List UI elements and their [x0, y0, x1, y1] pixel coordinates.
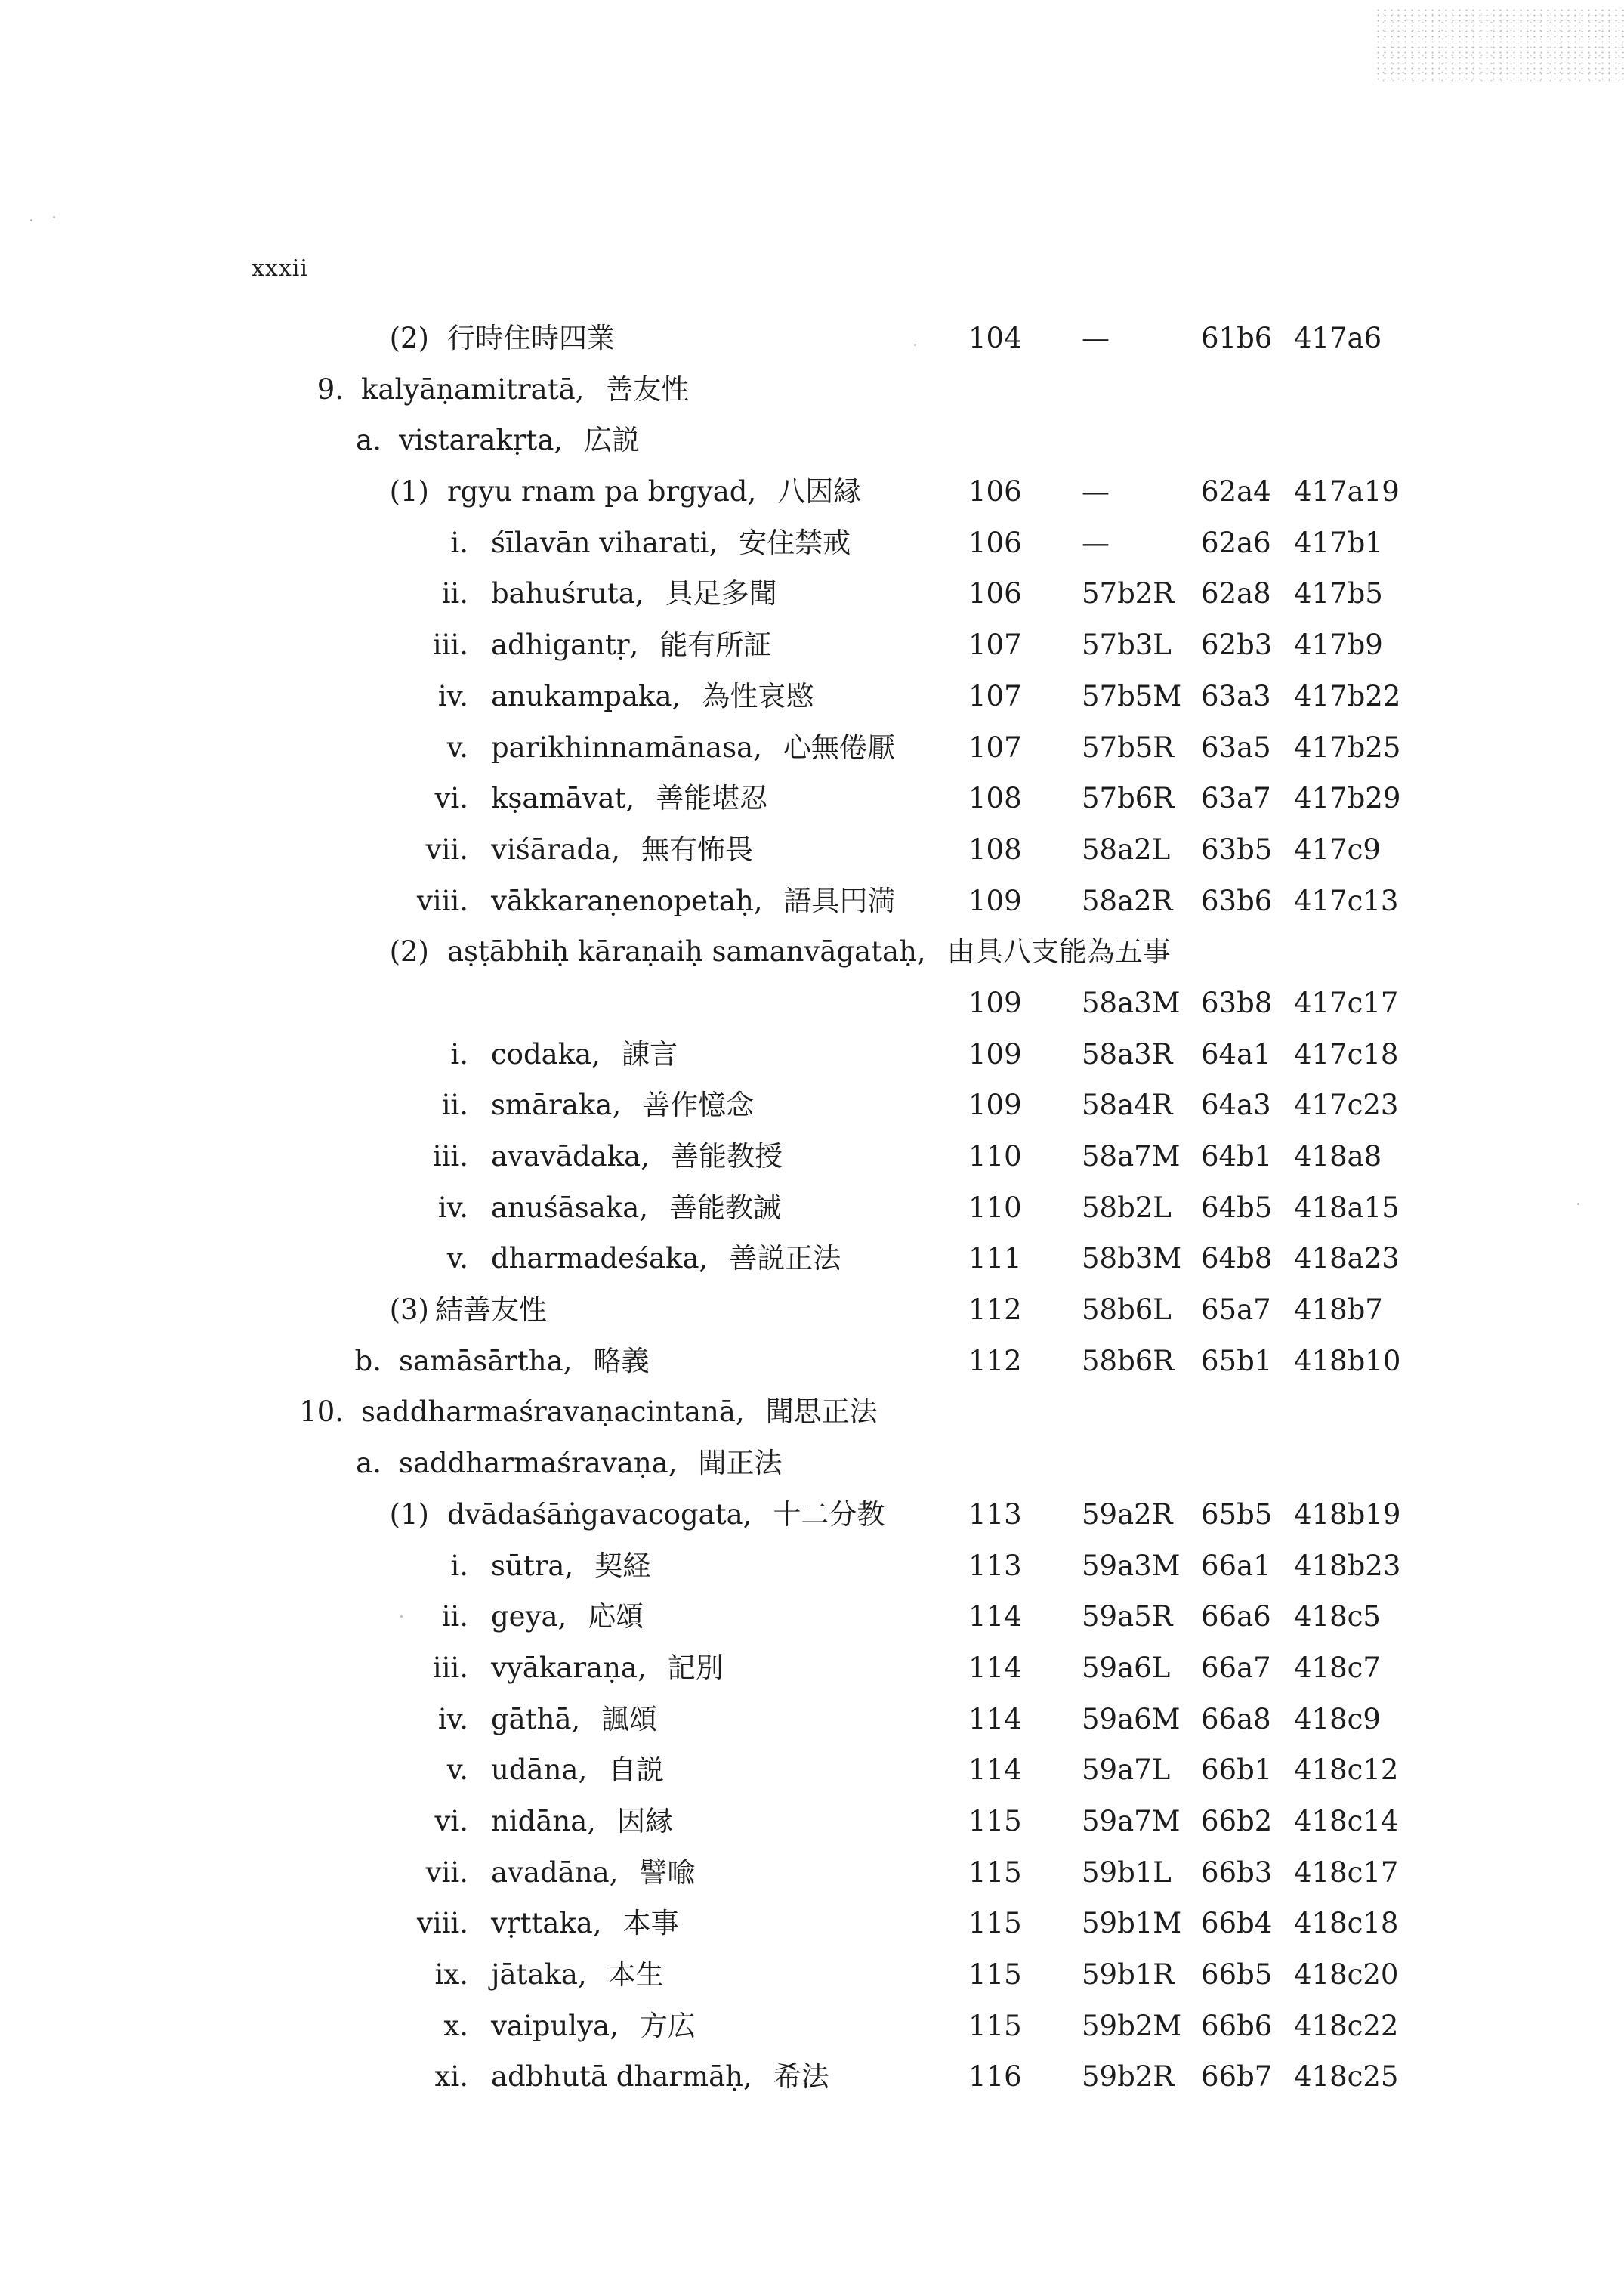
sanskrit-ref: 66b5	[1201, 1958, 1273, 1991]
taisho-ref: 418c18	[1294, 1907, 1399, 1940]
tibetan-ref: 58a3M	[1082, 986, 1181, 1019]
tibetan-ref: 59a5R	[1082, 1600, 1173, 1633]
taisho-ref: 418c20	[1294, 1958, 1399, 1991]
sanskrit-ref: 65a7	[1201, 1293, 1271, 1327]
sanskrit-ref: 63b8	[1201, 986, 1273, 1019]
sanskrit-ref: 66b3	[1201, 1856, 1273, 1889]
entry-number: vi.	[434, 782, 468, 815]
entry-label	[491, 626, 771, 664]
entry-term: saddharmaśravaṇa,	[399, 1447, 678, 1480]
toc-entry	[0, 882, 1624, 934]
sanskrit-ref: 63a3	[1201, 679, 1271, 712]
taisho-ref: 417c18	[1294, 1037, 1399, 1071]
entry-number: i.	[450, 1037, 468, 1071]
entry-label	[491, 575, 777, 613]
entry-chinese-term: 聞思正法	[765, 1395, 878, 1429]
scan-dot	[30, 219, 32, 221]
sanskrit-ref: 66b6	[1201, 2009, 1273, 2042]
tibetan-ref: 58a2R	[1082, 884, 1173, 917]
page-ref: 114	[968, 1702, 1022, 1735]
entry-term: kalyāṇamitratā,	[361, 372, 585, 406]
tibetan-ref: 57b2R	[1082, 577, 1175, 610]
page-ref: 110	[968, 1191, 1022, 1224]
sanskrit-ref: 63b5	[1201, 833, 1273, 866]
page-number: xxxii	[252, 255, 308, 282]
entry-label	[435, 1291, 547, 1329]
entry-number: (3)	[389, 1293, 429, 1327]
page-ref: 106	[968, 475, 1022, 508]
entry-number: viii.	[416, 884, 468, 917]
page-ref: 106	[968, 577, 1022, 610]
page-ref: 115	[968, 2009, 1022, 2042]
toc-entry	[0, 984, 1624, 1036]
sanskrit-ref: 64a1	[1201, 1037, 1271, 1071]
entry-number: vi.	[434, 1804, 468, 1837]
page-ref: 109	[968, 986, 1022, 1019]
entry-term: vaipulya,	[491, 2009, 619, 2042]
sanskrit-ref: 66a7	[1201, 1651, 1271, 1684]
entry-chinese-term: 具足多聞	[665, 577, 777, 610]
entry-term: vṛttaka,	[491, 1907, 602, 1940]
entry-label	[491, 2007, 696, 2045]
entry-number: ii.	[441, 1600, 468, 1633]
tibetan-ref: 59b1R	[1082, 1958, 1175, 1991]
entry-term: smāraka,	[491, 1089, 622, 1122]
tibetan-ref: 58a2L	[1082, 833, 1171, 866]
sanskrit-ref: 66b1	[1201, 1754, 1273, 1787]
entry-term: adbhutā dharmāḥ,	[491, 2060, 752, 2094]
entry-chinese-term: 記別	[667, 1651, 724, 1684]
page-ref: 109	[968, 884, 1022, 917]
entry-chinese-term: 善能教授	[670, 1140, 783, 1173]
entry-term: sūtra,	[491, 1549, 574, 1582]
sanskrit-ref: 66b7	[1201, 2060, 1273, 2094]
entry-term: vyākaraṇa,	[491, 1651, 647, 1684]
entry-term: rgyu rnam pa brgyad,	[447, 475, 757, 508]
entry-chinese-term: 応頌	[588, 1600, 644, 1633]
page-ref: 108	[968, 833, 1022, 866]
scan-noise	[1375, 8, 1624, 83]
sanskrit-ref: 63a5	[1201, 731, 1271, 764]
entry-chinese-term: 譬喩	[639, 1856, 696, 1889]
taisho-ref: 418c7	[1294, 1651, 1381, 1684]
taisho-ref: 417b9	[1294, 629, 1383, 662]
page-ref: 107	[968, 731, 1022, 764]
entry-label	[399, 1343, 649, 1380]
taisho-ref: 418b19	[1294, 1497, 1401, 1531]
entry-chinese-term: 能有所証	[659, 629, 772, 662]
entry-chinese-term: 心無倦厭	[783, 731, 895, 764]
taisho-ref: 418c12	[1294, 1754, 1399, 1787]
entry-chinese-term: 聞正法	[698, 1447, 783, 1480]
page-ref: 114	[968, 1754, 1022, 1787]
entry-term: saddharmaśravaṇacintanā,	[361, 1395, 745, 1429]
entry-number: iv.	[437, 1702, 468, 1735]
taisho-ref: 417c17	[1294, 986, 1399, 1019]
tibetan-ref: —	[1082, 475, 1110, 508]
tibetan-ref: 58b2L	[1082, 1191, 1172, 1224]
entry-label	[491, 780, 767, 817]
taisho-ref: 417b29	[1294, 782, 1401, 815]
sanskrit-ref: 62a4	[1201, 475, 1271, 508]
entry-label	[491, 1036, 678, 1074]
entry-term: udāna,	[491, 1754, 588, 1787]
entry-term: codaka,	[491, 1037, 601, 1071]
entry-label	[399, 422, 640, 459]
toc-entry	[0, 831, 1624, 882]
page-ref: 112	[968, 1293, 1022, 1327]
entry-number: (1)	[389, 475, 429, 508]
entry-term: aṣṭābhiḥ kāraṇaiḥ samanvāgataḥ,	[447, 935, 926, 969]
toc-entry	[0, 2058, 1624, 2109]
sanskrit-ref: 66a1	[1201, 1549, 1271, 1582]
sanskrit-ref: 66a6	[1201, 1600, 1271, 1633]
page-ref: 113	[968, 1497, 1022, 1531]
table-of-contents	[0, 320, 1624, 2109]
entry-number: b.	[354, 1344, 381, 1377]
entry-number: ix.	[434, 1958, 468, 1991]
entry-term: jātaka,	[491, 1958, 587, 1991]
entry-chinese-term: 希法	[773, 2060, 829, 2094]
entry-number: (2)	[389, 935, 429, 969]
toc-entry	[0, 1086, 1624, 1138]
toc-entry	[0, 729, 1624, 780]
page-ref: 104	[968, 322, 1022, 354]
page-ref: 108	[968, 782, 1022, 815]
entry-chinese-term: 善能教誡	[669, 1191, 782, 1224]
entry-chinese-term: 略義	[593, 1344, 650, 1377]
entry-chinese-term: 為性哀愍	[702, 679, 814, 712]
tibetan-ref: 57b6R	[1082, 782, 1175, 815]
sanskrit-ref: 64b5	[1201, 1191, 1273, 1224]
page-ref: 110	[968, 1140, 1022, 1173]
toc-entry	[0, 678, 1624, 729]
tibetan-ref: —	[1082, 526, 1110, 559]
entry-number: viii.	[416, 1907, 468, 1940]
tibetan-ref: 57b5M	[1082, 679, 1182, 712]
page-ref: 115	[968, 1958, 1022, 1991]
entry-label	[491, 1854, 695, 1892]
toc-entry	[0, 1649, 1624, 1701]
taisho-ref: 418b7	[1294, 1293, 1383, 1327]
toc-entry	[0, 933, 1624, 984]
toc-entry	[0, 575, 1624, 626]
toc-entry	[0, 1496, 1624, 1547]
entry-chinese-term: 語具円満	[783, 884, 896, 917]
entry-number: iii.	[432, 1140, 468, 1173]
taisho-ref: 417c13	[1294, 884, 1399, 917]
entry-chinese-term: 八因縁	[777, 475, 862, 508]
entry-number: (1)	[389, 1497, 429, 1531]
page-ref: 116	[968, 2060, 1022, 2094]
entry-term: parikhinnamānasa,	[491, 731, 762, 764]
entry-chinese-term: 善能堪忍	[656, 782, 768, 815]
entry-term: adhigantṛ,	[491, 629, 639, 662]
entry-term: bahuśruta,	[491, 577, 644, 610]
sanskrit-ref: 66a8	[1201, 1702, 1271, 1735]
tibetan-ref: —	[1082, 322, 1110, 354]
page-ref: 109	[968, 1037, 1022, 1071]
taisho-ref: 418c25	[1294, 2060, 1399, 2094]
entry-term: 結善友性	[435, 1293, 547, 1327]
taisho-ref: 417b5	[1294, 577, 1383, 610]
tibetan-ref: 58a3R	[1082, 1037, 1173, 1071]
page-ref: 115	[968, 1907, 1022, 1940]
entry-label	[491, 1956, 664, 1994]
tibetan-ref: 59a6M	[1082, 1702, 1181, 1735]
entry-number: iii.	[432, 1651, 468, 1684]
entry-number: i.	[450, 526, 468, 559]
entry-chinese-term: 因縁	[617, 1804, 674, 1837]
tibetan-ref: 59b1L	[1082, 1856, 1172, 1889]
sanskrit-ref: 66b2	[1201, 1804, 1273, 1837]
entry-number: i.	[450, 1549, 468, 1582]
taisho-ref: 417b1	[1294, 526, 1383, 559]
toc-entry	[0, 320, 1624, 371]
entry-number: vii.	[425, 833, 468, 866]
entry-number: v.	[446, 731, 468, 764]
tibetan-ref: 59a7L	[1082, 1754, 1171, 1787]
entry-chinese-term: 善作憶念	[642, 1089, 755, 1122]
entry-term: dvādaśāṅgavacogata,	[447, 1497, 752, 1531]
entry-chinese-term: 安住禁戒	[739, 526, 851, 559]
taisho-ref: 418b23	[1294, 1549, 1401, 1582]
taisho-ref: 418a8	[1294, 1140, 1382, 1173]
sanskrit-ref: 62a6	[1201, 526, 1271, 559]
sanskrit-ref: 61b6	[1201, 322, 1273, 354]
entry-number: ii.	[441, 1089, 468, 1122]
toc-entry	[0, 1547, 1624, 1599]
taisho-ref: 418c17	[1294, 1856, 1399, 1889]
tibetan-ref: 59a2R	[1082, 1497, 1173, 1531]
entry-chinese-term: 由具八支能為五事	[946, 935, 1171, 969]
entry-chinese-term: 善友性	[605, 372, 690, 406]
entry-term: geya,	[491, 1600, 567, 1633]
page-ref: 115	[968, 1804, 1022, 1837]
entry-number: x.	[443, 2009, 468, 2042]
toc-entry	[0, 1291, 1624, 1343]
entry-number: ii.	[441, 577, 468, 610]
taisho-ref: 418c22	[1294, 2009, 1399, 2042]
entry-number: (2)	[389, 322, 429, 354]
tibetan-ref: 59b1M	[1082, 1907, 1182, 1940]
entry-label	[491, 1138, 783, 1176]
tibetan-ref: 59a6L	[1082, 1651, 1171, 1684]
sanskrit-ref: 64a3	[1201, 1089, 1271, 1122]
tibetan-ref: 58a7M	[1082, 1140, 1181, 1173]
toc-entry	[0, 524, 1624, 576]
page-ref: 113	[968, 1549, 1022, 1582]
page-ref: 109	[968, 1089, 1022, 1122]
tibetan-ref: 58b6R	[1082, 1344, 1175, 1377]
entry-term: śīlavān viharati,	[491, 526, 718, 559]
entry-label	[399, 1445, 782, 1482]
tibetan-ref: 59a3M	[1082, 1549, 1181, 1582]
entry-number: v.	[446, 1242, 468, 1275]
scan-dot	[53, 216, 55, 218]
page-ref: 112	[968, 1344, 1022, 1377]
entry-label	[491, 1803, 673, 1840]
entry-chinese-term: 広説	[584, 424, 641, 457]
tibetan-ref: 59b2M	[1082, 2009, 1182, 2042]
entry-label	[491, 1086, 754, 1124]
entry-label	[491, 882, 896, 920]
entry-chinese-term: 本生	[607, 1958, 664, 1991]
taisho-ref: 417b25	[1294, 731, 1401, 764]
tibetan-ref: 57b5R	[1082, 731, 1175, 764]
entry-chinese-term: 十二分教	[773, 1497, 885, 1531]
taisho-ref: 418c14	[1294, 1804, 1399, 1837]
entry-chinese-term: 契経	[594, 1549, 651, 1582]
entry-number: vii.	[425, 1856, 468, 1889]
tibetan-ref: 58b6L	[1082, 1293, 1172, 1327]
entry-label	[447, 320, 615, 357]
page-ref: 107	[968, 629, 1022, 662]
entry-label	[361, 1393, 878, 1431]
entry-label	[361, 371, 689, 409]
taisho-ref: 418a23	[1294, 1242, 1400, 1275]
sanskrit-ref: 63a7	[1201, 782, 1271, 815]
entry-label	[491, 1701, 657, 1738]
toc-entry	[0, 1598, 1624, 1649]
entry-number: v.	[446, 1754, 468, 1787]
entry-label	[447, 933, 1171, 971]
taisho-ref: 417a6	[1294, 322, 1382, 354]
entry-label	[491, 1649, 724, 1687]
entry-term: anuśāsaka,	[491, 1191, 649, 1224]
entry-term: nidāna,	[491, 1804, 597, 1837]
entry-term: 行時住時四業	[447, 322, 615, 354]
toc-entry	[0, 1803, 1624, 1854]
entry-term: kṣamāvat,	[491, 782, 635, 815]
toc-entry	[0, 1343, 1624, 1394]
toc-entry	[0, 2007, 1624, 2059]
toc-entry	[0, 1956, 1624, 2007]
entry-label	[491, 2058, 829, 2096]
page-ref: 114	[968, 1651, 1022, 1684]
entry-number: iv.	[437, 679, 468, 712]
entry-label	[447, 1496, 885, 1534]
entry-term: avadāna,	[491, 1856, 619, 1889]
toc-entry	[0, 1036, 1624, 1087]
entry-term: dharmadeśaka,	[491, 1242, 709, 1275]
sanskrit-ref: 64b1	[1201, 1140, 1273, 1173]
entry-number: 10.	[299, 1395, 344, 1429]
taisho-ref: 417b22	[1294, 679, 1401, 712]
sanskrit-ref: 65b1	[1201, 1344, 1273, 1377]
entry-number: xi.	[434, 2060, 468, 2094]
taisho-ref: 417a19	[1294, 475, 1400, 508]
sanskrit-ref: 66b4	[1201, 1907, 1273, 1940]
page-ref: 115	[968, 1856, 1022, 1889]
taisho-ref: 417c9	[1294, 833, 1381, 866]
sanskrit-ref: 63b6	[1201, 884, 1273, 917]
entry-chinese-term: 自説	[608, 1754, 665, 1787]
sanskrit-ref: 62a8	[1201, 577, 1271, 610]
entry-label	[491, 1905, 679, 1942]
entry-term: avavādaka,	[491, 1140, 650, 1173]
toc-entry	[0, 1701, 1624, 1752]
taisho-ref: 418b10	[1294, 1344, 1401, 1377]
entry-label	[491, 729, 895, 767]
entry-label	[491, 524, 851, 562]
toc-entry	[0, 1240, 1624, 1291]
entry-number: iv.	[437, 1191, 468, 1224]
sanskrit-ref: 65b5	[1201, 1497, 1273, 1531]
entry-term: viśārada,	[491, 833, 621, 866]
sanskrit-ref: 64b8	[1201, 1242, 1273, 1275]
page-ref: 114	[968, 1600, 1022, 1633]
entry-term: vistarakṛta,	[399, 424, 563, 457]
entry-number: a.	[356, 424, 381, 457]
toc-entry	[0, 1393, 1624, 1445]
entry-label	[491, 1598, 644, 1636]
taisho-ref: 418c9	[1294, 1702, 1381, 1735]
sanskrit-ref: 62b3	[1201, 629, 1273, 662]
tibetan-ref: 57b3L	[1082, 629, 1172, 662]
tibetan-ref: 59b2R	[1082, 2060, 1175, 2094]
toc-entry	[0, 626, 1624, 678]
entry-label	[491, 831, 753, 869]
entry-term: anukampaka,	[491, 679, 681, 712]
entry-label	[491, 1547, 650, 1585]
toc-entry	[0, 1905, 1624, 1956]
entry-number: a.	[356, 1447, 381, 1480]
entry-label	[491, 678, 814, 715]
taisho-ref: 418c5	[1294, 1600, 1381, 1633]
entry-label	[491, 1189, 781, 1227]
entry-term: samāsārtha,	[399, 1344, 573, 1377]
entry-chinese-term: 本事	[622, 1907, 679, 1940]
entry-term: gāthā,	[491, 1702, 581, 1735]
tibetan-ref: 58b3M	[1082, 1242, 1182, 1275]
page-ref: 111	[968, 1242, 1022, 1275]
taisho-ref: 417c23	[1294, 1089, 1399, 1122]
taisho-ref: 418a15	[1294, 1191, 1400, 1224]
toc-entry	[0, 422, 1624, 473]
entry-label	[491, 1240, 841, 1278]
toc-entry	[0, 473, 1624, 524]
entry-term: vākkaraṇenopetaḥ,	[491, 884, 763, 917]
toc-entry	[0, 1854, 1624, 1905]
tibetan-ref: 59a7M	[1082, 1804, 1181, 1837]
toc-entry	[0, 1138, 1624, 1189]
page-ref: 106	[968, 526, 1022, 559]
entry-label	[447, 473, 861, 511]
entry-label	[491, 1751, 664, 1789]
entry-number: iii.	[432, 629, 468, 662]
toc-entry	[0, 780, 1624, 831]
toc-entry	[0, 1445, 1624, 1496]
entry-chinese-term: 諌言	[621, 1037, 678, 1071]
entry-chinese-term: 無有怖畏	[641, 833, 754, 866]
toc-entry	[0, 1751, 1624, 1803]
entry-chinese-term: 善説正法	[729, 1242, 841, 1275]
entry-chinese-term: 諷頌	[601, 1702, 658, 1735]
entry-number: 9.	[316, 372, 344, 406]
toc-entry	[0, 1189, 1624, 1241]
toc-entry	[0, 371, 1624, 422]
tibetan-ref: 58a4R	[1082, 1089, 1173, 1122]
entry-chinese-term: 方広	[639, 2009, 696, 2042]
page-ref: 107	[968, 679, 1022, 712]
